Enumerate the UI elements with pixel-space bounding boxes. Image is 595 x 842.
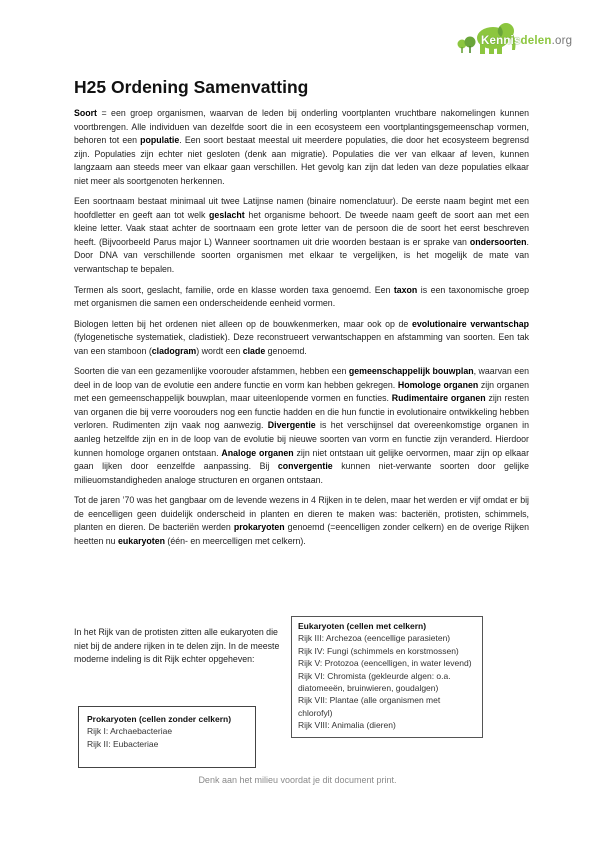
kingdom-item: Rijk IV: Fungi (schimmels en korstmossen) [298,645,459,656]
bold-term: Rudimentaire organen [391,393,486,404]
bold-term: clade [242,345,266,356]
bold-term: prokaryoten [233,522,285,533]
text-run: is een taxonomische groep met organismen die samen een onderscheidende eenheid vormen. [74,284,529,309]
eukaryoten-box [291,616,483,738]
text-run: Een soortnaam bestaat minimaal uit twee Latijnse namen (binaire nomenclatuur). De eerste naam begint met een hoofdletter en geeft aan tot welk [74,196,529,220]
kingdom-item: Rijk VIII: Animalia (dieren) [298,720,396,731]
prokaryoten-list [87,725,247,750]
bold-term: geslacht [209,209,245,220]
page-title: H25 Ordening Samenvatting [74,77,309,97]
paragraph [74,195,529,276]
text-run: Soorten die van een gezamenlijke voorouder afstammen, hebben een [74,366,349,377]
summary-body [74,107,529,555]
text-run: Biologen letten bij het ordenen niet alleen op de bouwkenmerken, maar ook op de [74,318,412,329]
text-run: (één- en meercelligen met celkern). [164,535,306,546]
paragraph [74,494,529,548]
text-run: = een groep organismen, waarvan de leden bij onderling voortplanten vruchtbare nakomelingen kunnen voortbrengen. Alle individuen van dezelfde soort die in een ecosysteem een voortplantingsgemeenschap vormen, behoren tot een [74,108,529,146]
logo-brand-part1: Kennis [481,35,521,47]
text-run: zijn organen met een gemeenschappelijk bouwplan, maar uiteenlopende vormen en functies. [74,379,529,404]
eukaryoten-list [298,632,476,731]
protisten-note: In het Rijk van de protisten zitten alle eukaryoten die niet bij de andere rijken in te delen zijn. In de meeste moderne indeling is dit Rijk echter opgeheven: [74,627,280,665]
text-run: kunnen niet-verwante soorten door gelijke milieuomstandigheden analoge structuren en organen ontstaan. [74,461,529,485]
prokaryoten-box-title: Prokaryoten (cellen zonder celkern) [87,714,232,724]
footer-note: Denk aan het milieu voordat je dit document print. [198,775,397,785]
text-run: . Door DNA van verschillende soorten organismen met elkaar te vergelijken, is het mogelijk de mate van verwantschap te bepalen. [74,236,529,275]
text-run: . Een soort bestaat meestal uit meerdere populaties, die door het ecosysteem begrensd zijn. Populaties zijn echter niet gesloten (denk aan migratie). Populaties die ver van elkaar af leven, kunnen langzaam aan steeds meer van elkaar gaan verschillen. Het gevolg kan zijn dat leden van deze populaties elkaar niet meer als soortgenoten herkennen. [74,135,529,186]
bold-term: convergentie [277,461,333,472]
kingdom-item: Rijk II: Eubacteriae [87,738,159,749]
text-run: het organisme behoort. De tweede naam geeft de soort aan met een kleine letter. Vaak staat achter de soortnaam een grote letter van de persoon die de soort het eerst beschreven heeft. (Bijvoorbeeld Parus major L) Wanneer soortnamen uit drie woorden bestaan is er sprake van [74,209,529,247]
bold-term: Analoge organen [221,447,294,458]
kingdom-item: Rijk I: Archaebacteriae [87,726,173,737]
kingdom-item: Rijk III: Archezoa (eencellige parasieten) [298,633,451,644]
bold-term: eukaryoten [118,535,165,546]
text-run: is het verschijnsel dat overeenkomstige organen in aanleg hetzelfde zijn en in de loop van de evolutie bij nieuwe soorten van vorm en functie zijn veranderd. Hierdoor kunnen homologe organen ontstaan. [74,420,529,458]
paragraph [74,284,529,311]
bold-term: gemeenschappelijk bouwplan [348,366,474,377]
kingdom-item: Rijk VII: Plantae (alle organismen met chlorofyl) [298,695,441,718]
bold-term: ondersoorten [469,236,527,247]
text-run: genoemd (=eencelligen zonder celkern) en de overige Rijken heetten nu [74,522,529,546]
logo-brand-text [481,35,572,47]
paragraph [74,365,529,487]
text-run: ) wordt een [196,345,243,356]
logo-brand-part3: .org [551,35,573,47]
text-run: Termen als soort, geslacht, familie, orde en klasse worden taxa genoemd. Een [74,284,394,295]
bold-term: Divergentie [267,420,316,431]
text-run: (fylogenetische systematiek, cladistiek). Deze reconstrueert verwantschappen en afstamming van soorten. Een tak van een stamboon ( [74,332,529,356]
bold-term: Homologe organen [397,379,479,390]
bold-term: taxon [393,284,418,295]
paragraph [74,318,529,359]
text-run: zijn resten van organen die bij verre voorouders nog een functie hadden en die hun functie in evolutionaire ontwikkeling hebben verloren. Rudimenten zijn vaak nog aanwezig. [74,393,529,431]
kingdom-item: Rijk VI: Chromista (gekleurde algen: o.a. diatomeeën, bruinwieren, goudalgen) [298,670,451,694]
kennisdelen-logo[interactable] [457,14,575,62]
text-run: genoemd. [265,345,307,356]
eukaryoten-box-title: Eukaryoten (cellen met celkern) [298,621,427,631]
bold-term: cladogram [151,345,197,356]
kingdom-item: Rijk V: Protozoa (eencelligen, in water levend) [298,658,472,669]
text-run: zijn niet ontstaan uit gelijke oervormen, maar zijn op elkaar gaan lijken door eenzelfde aanpassing. Bij [74,447,529,472]
bold-term: Soort [74,108,97,118]
prokaryoten-box [78,706,256,768]
paragraph [74,107,529,188]
logo-brand-part2: delen [520,35,552,47]
text-run: Tot de jaren ’70 was het gangbaar om de levende wezens in 4 Rijken in te delen, maar het werden er vijf omdat er bij de eencelligen geen duidelijk onderscheid in planten en dieren te maken was: bacteriën, protisten, schimmels, planten en dieren. De bacteriën werden [74,495,529,533]
bold-term: populatie [140,135,180,146]
bold-term: evolutionaire verwantschap [411,318,529,329]
text-run: , waarvan een deel in de loop van de evolutie een andere functie en vorm kan hebben gekregen. [74,366,529,390]
